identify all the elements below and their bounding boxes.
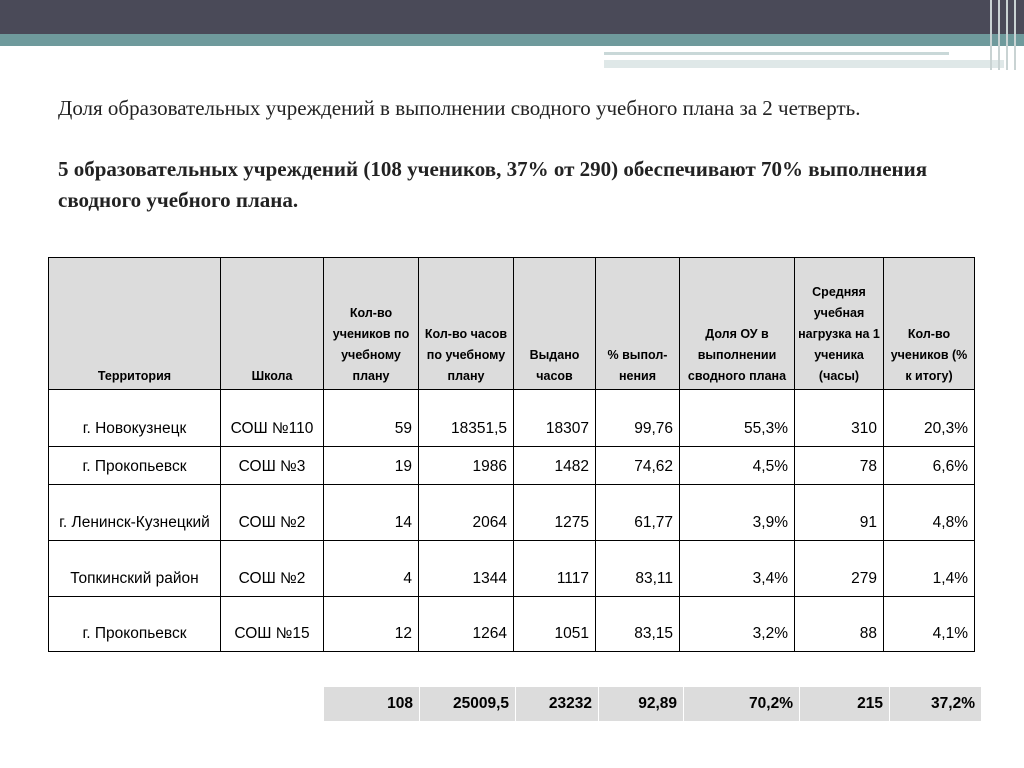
cell-value: 83,11 <box>596 541 680 597</box>
cell-value: 18351,5 <box>419 390 514 447</box>
header-hours-plan: Кол-во часов по учебному плану <box>419 258 514 390</box>
cell-value: 4,8% <box>884 485 975 541</box>
cell-school: СОШ №2 <box>221 541 324 597</box>
cell-territory: г. Прокопьевск <box>49 597 221 652</box>
cell-value: 83,15 <box>596 597 680 652</box>
heading-subtitle: Доля образовательных учреждений в выполнении сводного учебного плана за 2 четверть. <box>58 96 861 120</box>
total-value: 215 <box>800 687 890 722</box>
total-value: 25009,5 <box>420 687 516 722</box>
cell-value: 74,62 <box>596 447 680 485</box>
cell-value: 59 <box>324 390 419 447</box>
cell-value: 88 <box>795 597 884 652</box>
schools-table <box>48 257 975 652</box>
table-row <box>49 541 975 597</box>
cell-school: СОШ №3 <box>221 447 324 485</box>
header-students-plan: Кол-во учеников по учебному плану <box>324 258 419 390</box>
cell-value: 20,3% <box>884 390 975 447</box>
slide-accent-bar <box>0 34 1024 46</box>
cell-value: 310 <box>795 390 884 447</box>
cell-school: СОШ №110 <box>221 390 324 447</box>
header-share: Доля ОУ в выполнении сводного плана <box>680 258 795 390</box>
header-avg-load: Средняя учебная нагрузка на 1 ученика (часы) <box>795 258 884 390</box>
header-school: Школа <box>221 258 324 390</box>
heading-summary: 5 образовательных учреждений (108 учеников, 37% от 290) обеспечивают 70% выполнения сводного учебного плана. <box>58 157 928 212</box>
table-row <box>49 447 975 485</box>
cell-value: 61,77 <box>596 485 680 541</box>
cell-value: 1051 <box>514 597 596 652</box>
cell-value: 19 <box>324 447 419 485</box>
cell-value: 4,5% <box>680 447 795 485</box>
total-value: 23232 <box>516 687 599 722</box>
table-row <box>49 390 975 447</box>
cell-value: 1986 <box>419 447 514 485</box>
cell-value: 279 <box>795 541 884 597</box>
cell-value: 14 <box>324 485 419 541</box>
cell-value: 4 <box>324 541 419 597</box>
cell-value: 1482 <box>514 447 596 485</box>
totals-table <box>323 686 982 722</box>
total-value: 108 <box>324 687 420 722</box>
table-row <box>49 597 975 652</box>
cell-value: 99,76 <box>596 390 680 447</box>
cell-value: 12 <box>324 597 419 652</box>
decorative-stripes <box>986 0 1024 70</box>
slide-top-bar <box>0 0 1024 34</box>
cell-value: 3,4% <box>680 541 795 597</box>
header-students-percent: Кол-во учеников (% к итогу) <box>884 258 975 390</box>
decorative-line <box>604 60 1004 68</box>
cell-value: 1275 <box>514 485 596 541</box>
cell-value: 1264 <box>419 597 514 652</box>
decorative-line <box>604 52 949 55</box>
cell-school: СОШ №2 <box>221 485 324 541</box>
cell-value: 55,3% <box>680 390 795 447</box>
totals-row <box>324 687 982 722</box>
total-value: 92,89 <box>599 687 684 722</box>
cell-school: СОШ №15 <box>221 597 324 652</box>
cell-value: 1,4% <box>884 541 975 597</box>
total-value: 37,2% <box>890 687 982 722</box>
cell-value: 1344 <box>419 541 514 597</box>
cell-value: 6,6% <box>884 447 975 485</box>
cell-territory: г. Новокузнецк <box>49 390 221 447</box>
header-completion-percent: % выпол-нения <box>596 258 680 390</box>
total-value: 70,2% <box>684 687 800 722</box>
cell-value: 3,2% <box>680 597 795 652</box>
table-row <box>49 485 975 541</box>
cell-value: 1117 <box>514 541 596 597</box>
cell-territory: г. Ленинск-Кузнецкий <box>49 485 221 541</box>
cell-territory: г. Прокопьевск <box>49 447 221 485</box>
cell-territory: Топкинский район <box>49 541 221 597</box>
header-hours-issued: Выдано часов <box>514 258 596 390</box>
slide-heading <box>58 93 988 216</box>
cell-value: 18307 <box>514 390 596 447</box>
cell-value: 78 <box>795 447 884 485</box>
table-header-row <box>49 258 975 390</box>
header-territory: Территория <box>49 258 221 390</box>
cell-value: 2064 <box>419 485 514 541</box>
cell-value: 4,1% <box>884 597 975 652</box>
cell-value: 3,9% <box>680 485 795 541</box>
cell-value: 91 <box>795 485 884 541</box>
